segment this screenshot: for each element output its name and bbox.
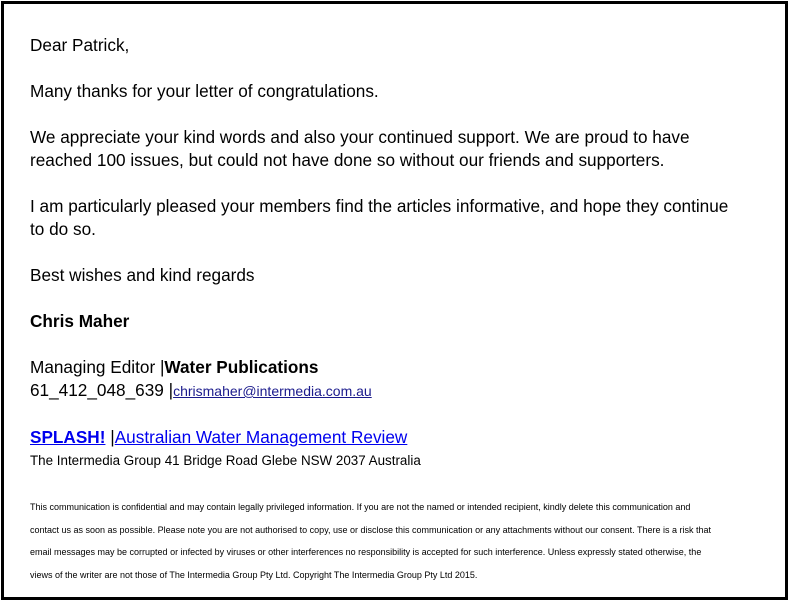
spacer	[30, 103, 770, 126]
email-link[interactable]: chrismaher@intermedia.com.au	[173, 383, 372, 399]
awmr-link[interactable]: Australian Water Management Review	[114, 427, 408, 447]
disclaimer	[30, 496, 770, 587]
paragraph-members	[30, 195, 770, 241]
signature-phone: 61_412_048_639 |	[30, 380, 174, 400]
spacer	[30, 172, 770, 195]
spacer	[30, 241, 770, 264]
link-separator: |	[105, 427, 115, 447]
disclaimer-line: views of the writer are not those of The Intermedia Group Pty Ltd. Copyright The Intermedia Group Pty Ltd 2015.	[30, 570, 478, 581]
letter-frame	[1, 1, 788, 600]
signature-organization: Water Publications	[164, 357, 319, 377]
paragraph-line: to do so.	[30, 219, 96, 239]
paragraph-line: We appreciate your kind words and also your continued support. We are proud to have	[30, 127, 690, 147]
closing: Best wishes and kind regards	[30, 265, 255, 285]
spacer	[30, 287, 770, 310]
disclaimer-line: email messages may be corrupted or infected by viruses or other interferences no responsibility is accepted for such interference. Unless expressly stated otherwise, the	[30, 547, 702, 558]
paragraph-appreciation	[30, 126, 770, 172]
greeting: Dear Patrick,	[30, 35, 130, 55]
paragraph-thanks: Many thanks for your letter of congratulations.	[30, 81, 379, 101]
signature-name: Chris Maher	[30, 311, 130, 331]
spacer	[30, 472, 770, 496]
spacer	[30, 333, 770, 356]
signature-contact-line	[30, 379, 770, 403]
publication-links	[30, 426, 770, 449]
paragraph-line: reached 100 issues, but could not have done so without our friends and supporters.	[30, 150, 665, 170]
disclaimer-line: This communication is confidential and may contain legally privileged information. If you are not the named or intended recipient, kindly delete this communication and	[30, 502, 691, 512]
letter-content	[30, 34, 770, 587]
spacer	[30, 57, 770, 80]
disclaimer-line: contact us as soon as possible. Please note you are not authorised to copy, use or disclose this communication or any attachments without our consent. There is a risk that	[30, 524, 712, 535]
spacer	[30, 403, 770, 426]
company-address: The Intermedia Group 41 Bridge Road Glebe NSW 2037 Australia	[30, 453, 421, 468]
signature-title-line	[30, 356, 770, 379]
splash-link[interactable]: SPLASH!	[30, 427, 106, 447]
signature-title: Managing Editor |	[30, 357, 165, 377]
paragraph-line: I am particularly pleased your members find the articles informative, and hope they continue	[30, 196, 729, 216]
